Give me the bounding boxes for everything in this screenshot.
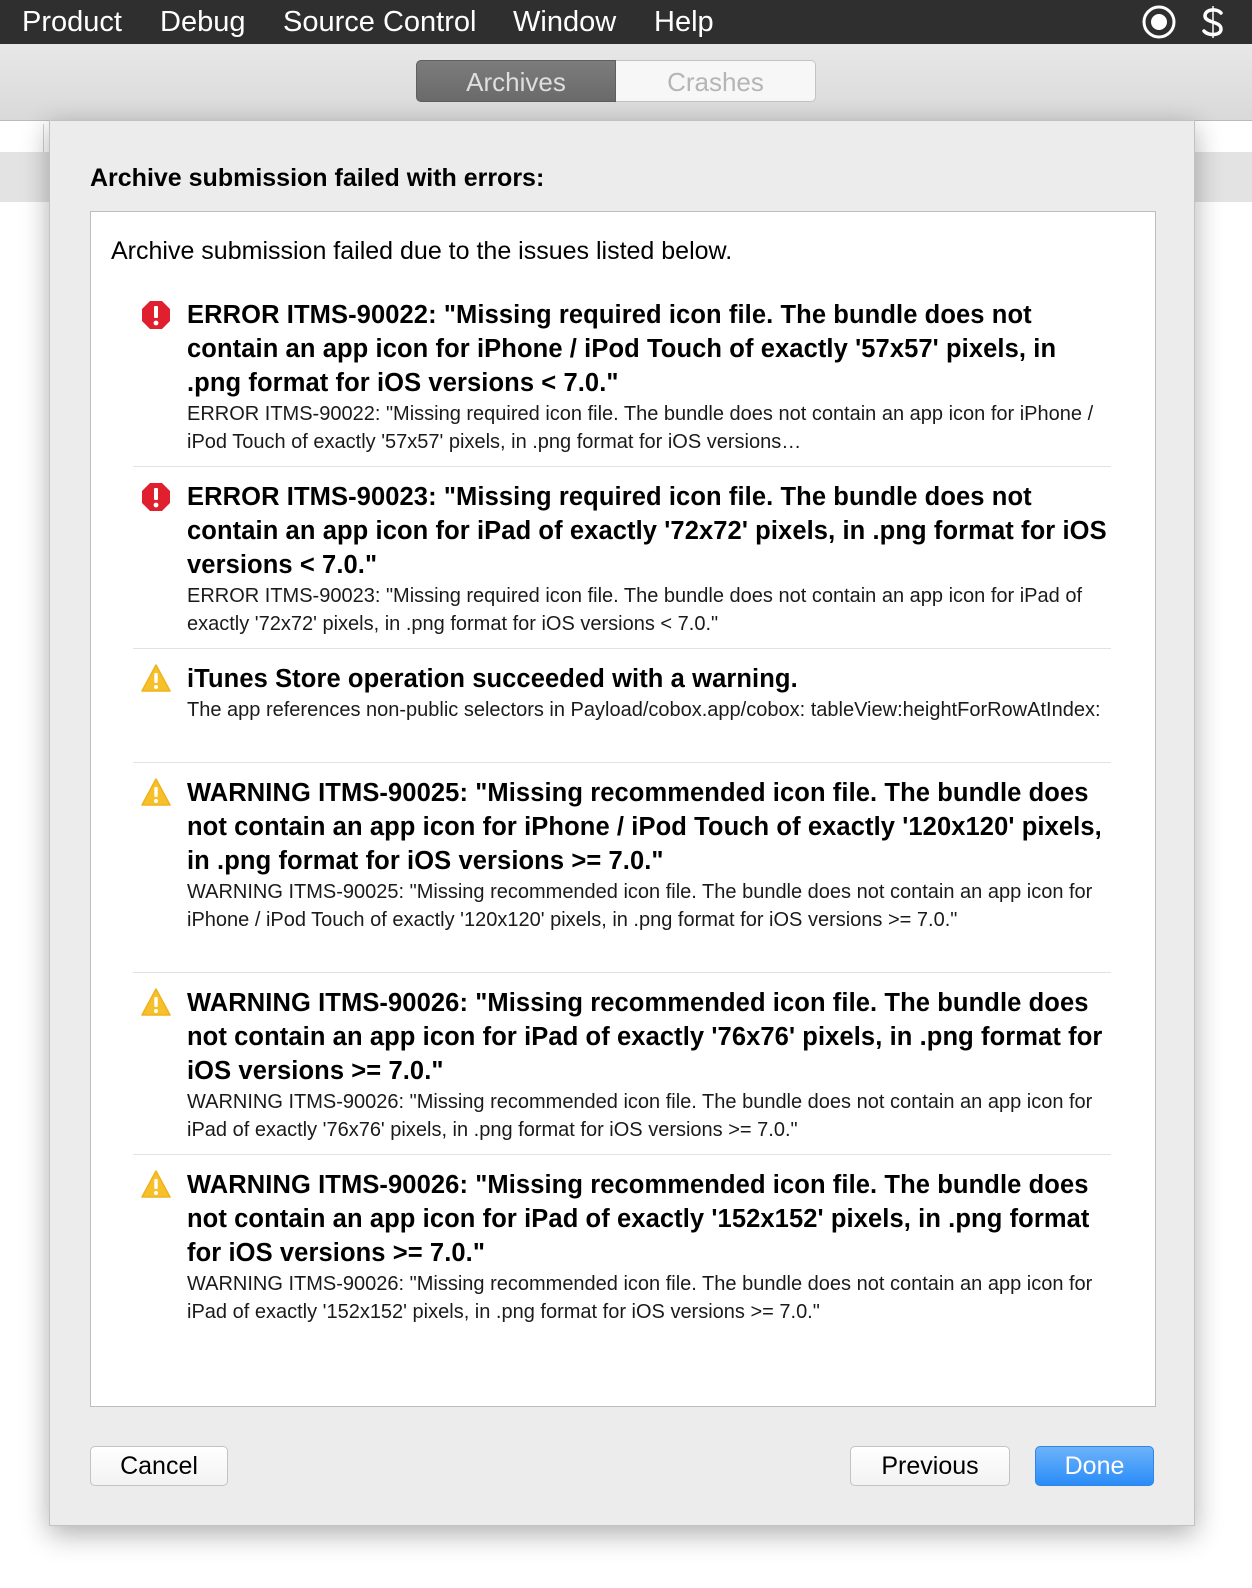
- intro-text: Archive submission failed due to the issues listed below.: [111, 237, 733, 265]
- issue-detail: The app references non-public selectors in Payload/cobox.app/cobox: tableView:heightForRowAtIndex:: [187, 699, 1101, 721]
- menu-source-control[interactable]: Source Control: [283, 6, 477, 38]
- issue-separator: [133, 762, 1111, 763]
- submission-error-sheet: [49, 120, 1195, 1526]
- issue-detail: ERROR ITMS-90023: "Missing required icon file. The bundle does not contain an app icon for iPad of exactly '72x72' pixels, in .png format for iOS versions < 7.0.": [187, 585, 1082, 635]
- sheet-title: Archive submission failed with errors:: [90, 164, 545, 192]
- warning-icon: [141, 1170, 171, 1198]
- issue-item: [133, 986, 1111, 1144]
- warning-icon: [141, 778, 171, 806]
- menu-debug[interactable]: Debug: [160, 6, 246, 38]
- issue-headline: ERROR ITMS-90022: "Missing required icon file. The bundle does not contain an app icon for iPhone / iPod Touch of exactly '57x57' pixels, in .png format for iOS versions < 7.0.": [187, 301, 1057, 397]
- issues-panel: [90, 211, 1156, 1407]
- script-s-icon[interactable]: [1195, 4, 1231, 40]
- done-button[interactable]: Done: [1035, 1446, 1154, 1486]
- issue-item: [133, 662, 1111, 724]
- issue-separator: [133, 466, 1111, 467]
- menu-help[interactable]: Help: [654, 6, 714, 38]
- warning-icon: [141, 664, 171, 692]
- background-divider: [43, 124, 44, 152]
- toolbar: [0, 44, 1252, 121]
- menu-window[interactable]: Window: [513, 6, 617, 38]
- previous-button[interactable]: Previous: [850, 1446, 1010, 1486]
- tab-archives[interactable]: Archives: [416, 60, 616, 102]
- issue-detail: WARNING ITMS-90025: "Missing recommended icon file. The bundle does not contain an app icon for iPhone / iPod Touch of exactly '120x120' pixels, in .png format for iOS versions >= 7.0.": [187, 881, 1093, 931]
- cancel-button[interactable]: Cancel: [90, 1446, 228, 1486]
- error-icon: [141, 300, 171, 328]
- issue-item: [133, 1168, 1111, 1326]
- issue-item: [133, 480, 1111, 638]
- issue-separator: [133, 1154, 1111, 1155]
- menu-bar: [0, 0, 1252, 44]
- warning-icon: [141, 988, 171, 1016]
- sync-status-icon[interactable]: [1141, 4, 1177, 40]
- issue-separator: [133, 648, 1111, 649]
- issue-headline: ERROR ITMS-90023: "Missing required icon file. The bundle does not contain an app icon for iPad of exactly '72x72' pixels, in .png format for iOS versions < 7.0.": [187, 483, 1107, 579]
- menu-product[interactable]: Product: [22, 6, 122, 38]
- issue-detail: WARNING ITMS-90026: "Missing recommended icon file. The bundle does not contain an app icon for iPad of exactly '76x76' pixels, in .png format for iOS versions >= 7.0.": [187, 1091, 1093, 1141]
- tab-crashes[interactable]: Crashes: [616, 60, 816, 102]
- issue-detail: ERROR ITMS-90022: "Missing required icon file. The bundle does not contain an app icon for iPhone / iPod Touch of exactly '57x57' pixels, in .png format for iOS versions…: [187, 403, 1094, 453]
- issue-headline: WARNING ITMS-90025: "Missing recommended icon file. The bundle does not contain an app icon for iPhone / iPod Touch of exactly '120x120' pixels, in .png format for iOS versions >= 7.0.": [187, 779, 1102, 875]
- issue-headline: WARNING ITMS-90026: "Missing recommended icon file. The bundle does not contain an app icon for iPad of exactly '76x76' pixels, in .png format for iOS versions >= 7.0.": [187, 989, 1103, 1085]
- error-icon: [141, 482, 171, 510]
- issue-headline: iTunes Store operation succeeded with a warning.: [187, 665, 798, 693]
- issue-item: [133, 298, 1111, 456]
- issue-separator: [133, 972, 1111, 973]
- issue-detail: WARNING ITMS-90026: "Missing recommended icon file. The bundle does not contain an app icon for iPad of exactly '152x152' pixels, in .png format for iOS versions >= 7.0.": [187, 1273, 1093, 1323]
- issue-item: [133, 776, 1111, 934]
- issue-headline: WARNING ITMS-90026: "Missing recommended icon file. The bundle does not contain an app icon for iPad of exactly '152x152' pixels, in .png format for iOS versions >= 7.0.": [187, 1171, 1090, 1267]
